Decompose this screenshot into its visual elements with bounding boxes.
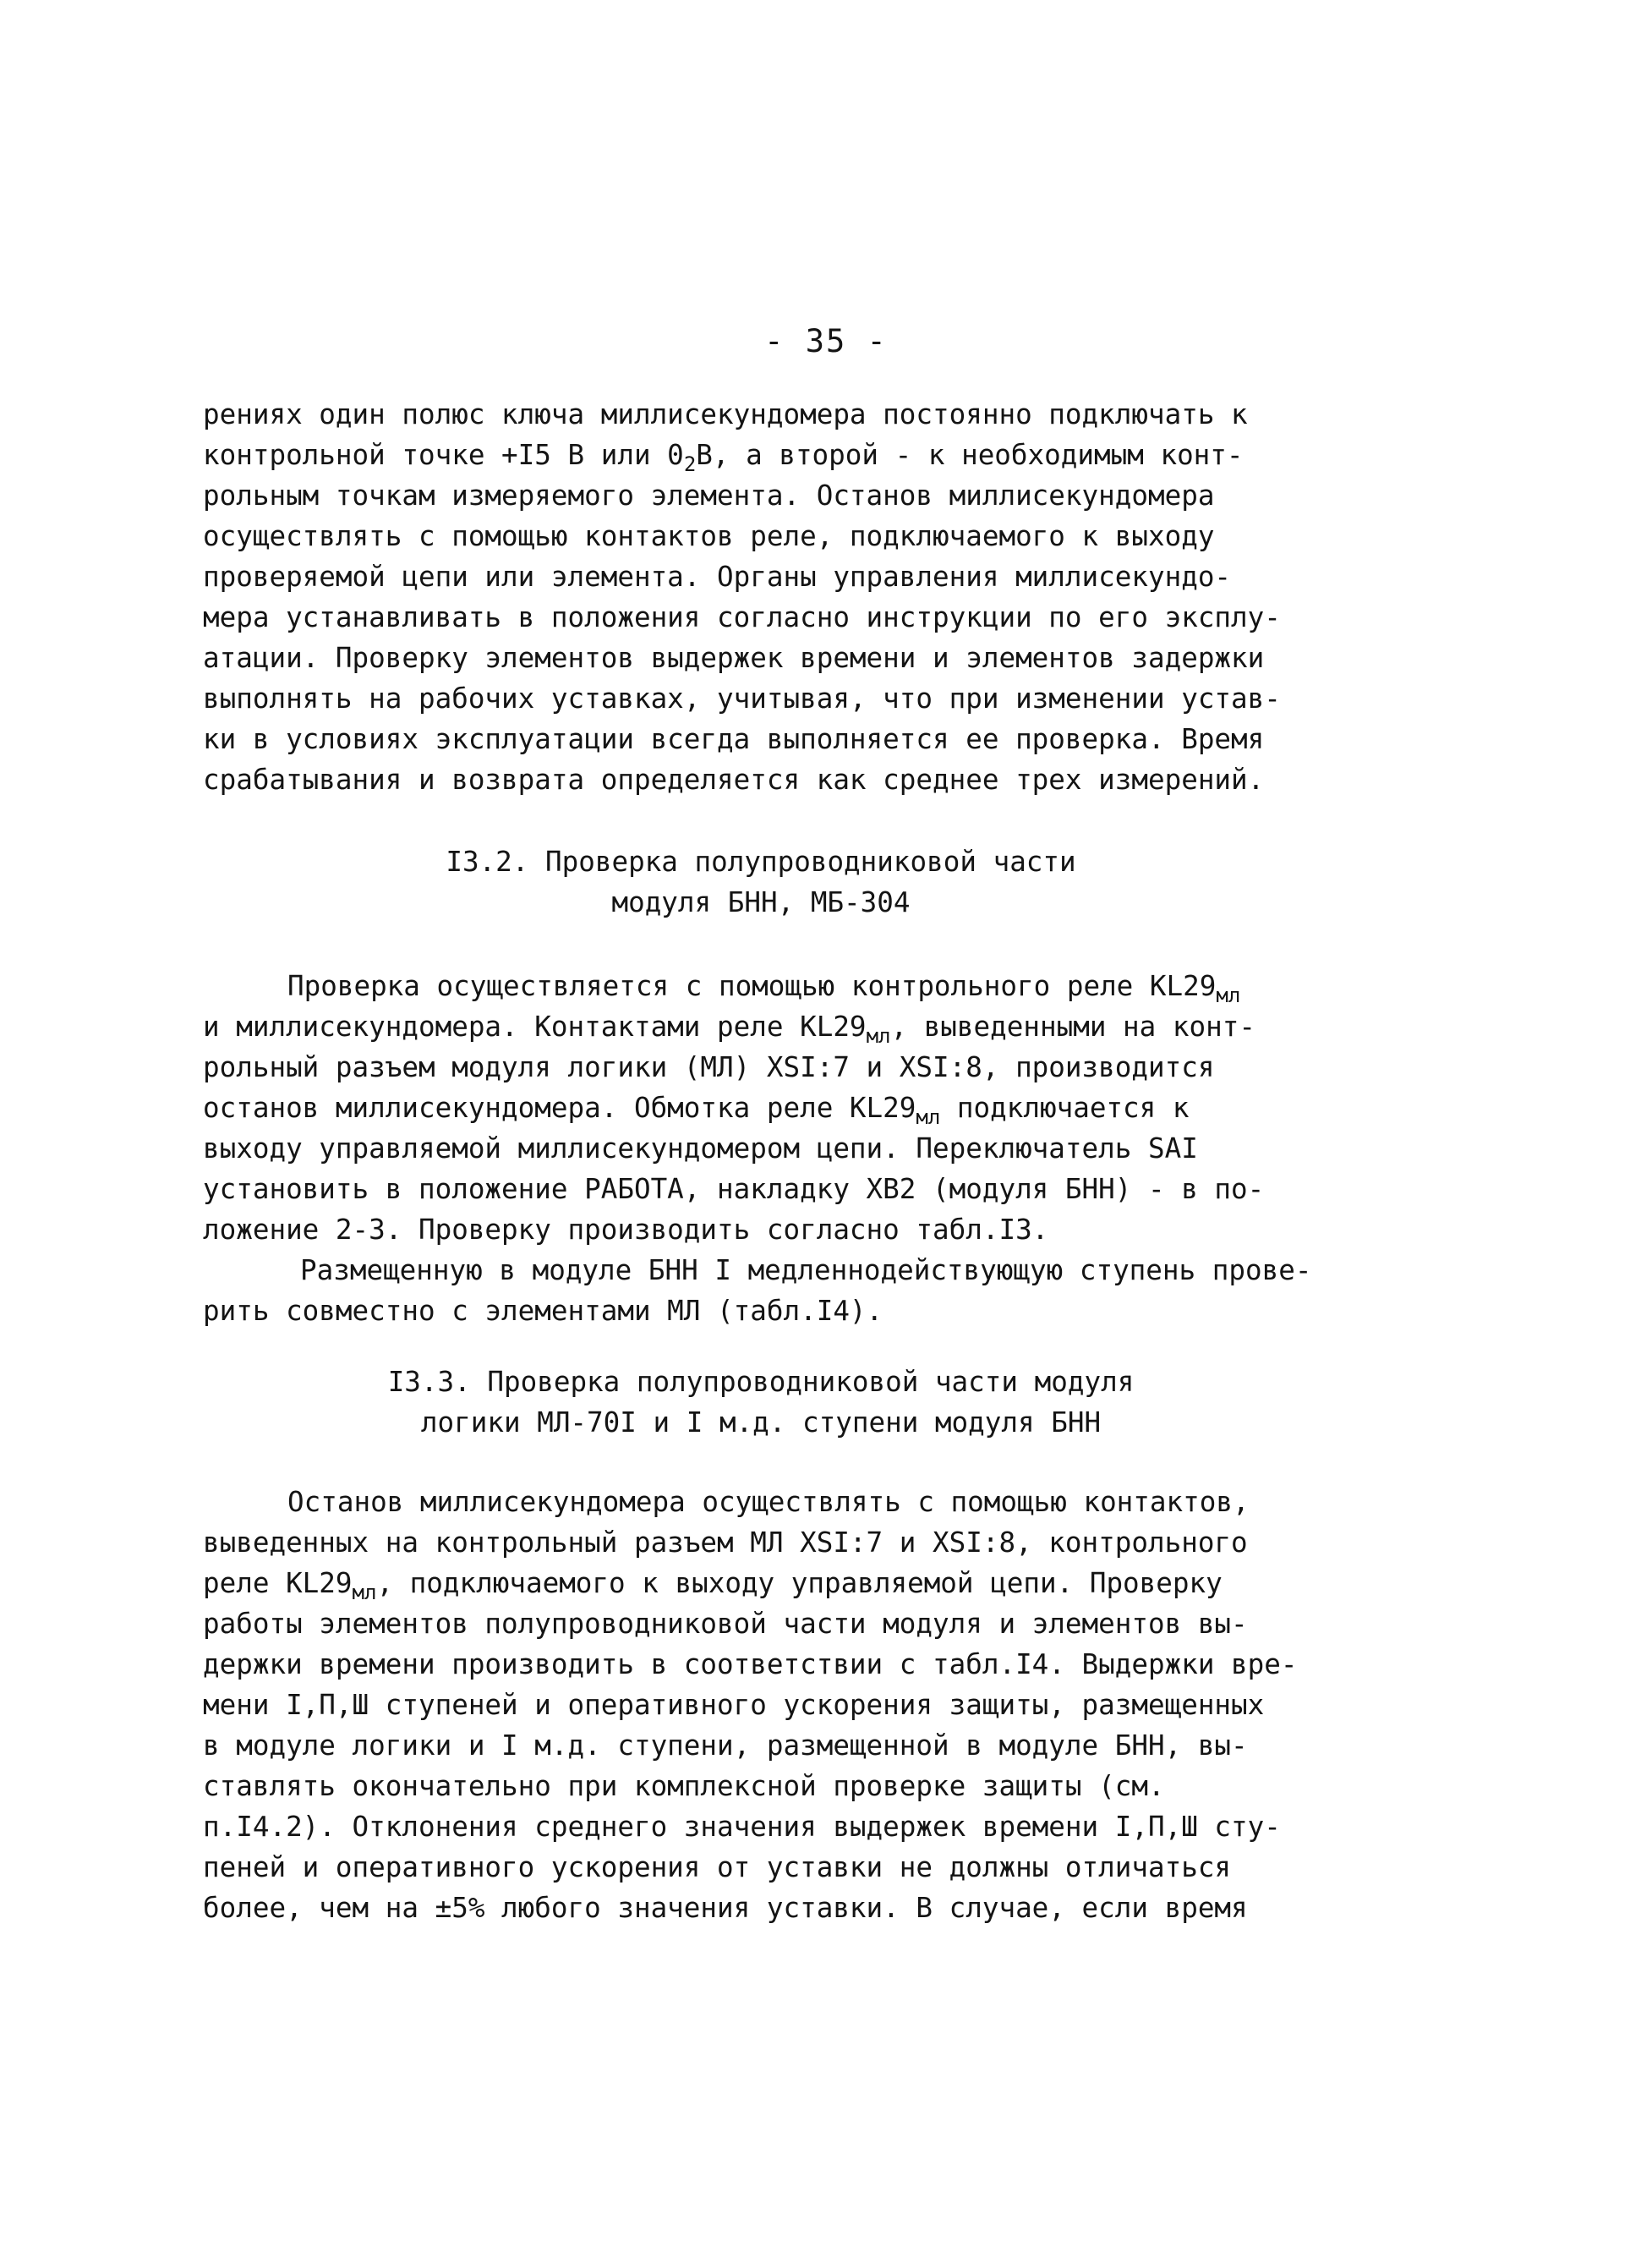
text-line: Останов миллисекундомера осуществлять с помощью контактов, bbox=[287, 1486, 1250, 1518]
paragraph-13-3 bbox=[203, 1482, 1319, 1928]
paragraph-intro bbox=[203, 394, 1319, 800]
text-line: ки в условиях эксплуатации всегда выполняется ее проверка. Время bbox=[203, 723, 1265, 755]
text-line: Размещенную в модуле БНН I медленнодействующую ступень прове- bbox=[300, 1254, 1312, 1286]
text-line: работы элементов полупроводниковой части модуля и элементов вы- bbox=[203, 1608, 1248, 1640]
subscript: мл bbox=[1216, 984, 1241, 1007]
subscript: мл bbox=[352, 1581, 377, 1604]
text-line: держки времени производить в соответствии с табл.I4. Выдержки вре- bbox=[203, 1648, 1298, 1680]
text-line: осуществлять с помощью контактов реле, подключаемого к выходу bbox=[203, 520, 1215, 552]
heading-line: модуля БНН, МБ-304 bbox=[611, 886, 911, 918]
text-line: более, чем на ±5% любого значения уставки. В случае, если время bbox=[203, 1892, 1248, 1924]
subscript: 2 bbox=[683, 452, 697, 476]
text-line: выполнять на рабочих уставках, учитывая, что при изменении устав- bbox=[203, 682, 1281, 715]
text-line: п.I4.2). Отклонения среднего значения выдержек времени I,П,Ш сту- bbox=[203, 1811, 1281, 1843]
text-line: рить совместно с элементами МЛ (табл.I4). bbox=[203, 1295, 883, 1327]
subscript: мл bbox=[916, 1105, 941, 1129]
text-line: атации. Проверку элементов выдержек времени и элементов задержки bbox=[203, 642, 1265, 674]
text-line: мера устанавливать в положения согласно инструкции по его эксплу- bbox=[203, 601, 1281, 633]
text-line: установить в положение РАБОТА, накладку XB2 (модуля БНН) - в по- bbox=[203, 1173, 1265, 1205]
page-number: - 35 - bbox=[764, 323, 888, 359]
text-line: рольным точкам измеряемого элемента. Останов миллисекундомера bbox=[203, 480, 1215, 512]
heading-line: I3.2. Проверка полупроводниковой части bbox=[446, 846, 1076, 878]
text-line: мени I,П,Ш ступеней и оперативного ускорения защиты, размещенных bbox=[203, 1689, 1265, 1721]
text-line: срабатывания и возврата определяется как среднее трех измерений. bbox=[203, 764, 1265, 796]
section-heading-13-3 bbox=[203, 1362, 1319, 1443]
text-line: выходу управляемой миллисекундомером цепи. Переключатель SAI bbox=[203, 1132, 1198, 1165]
heading-line: I3.3. Проверка полупроводниковой части модуля bbox=[387, 1366, 1135, 1398]
text-line: Проверка осуществляется с помощью контрольного реле $KL29_{мл}$ bbox=[287, 970, 1241, 1007]
text-line: контрольной точке +I5 В или $0_2В$, а второй - к необходимым конт- bbox=[203, 439, 1244, 476]
text-line: реле $KL29_{мл}$, подключаемого к выходу управляемой цепи. Проверку bbox=[203, 1567, 1223, 1604]
section-heading-13-2 bbox=[203, 841, 1319, 923]
text-line: рольный разъем модуля логики (МЛ) XSI:7 и XSI:8, производится bbox=[203, 1051, 1215, 1083]
text-line: в модуле логики и I м.д. ступени, размещенной в модуле БНН, вы- bbox=[203, 1729, 1248, 1762]
text-line: пеней и оперативного ускорения от уставки не должны отличаться bbox=[203, 1851, 1232, 1883]
heading-line: логики МЛ-70I и I м.д. ступени модуля БНН bbox=[420, 1406, 1102, 1439]
text-line: останов миллисекундомера. Обмотка реле $KL29_{мл}$ подключается к bbox=[203, 1092, 1190, 1129]
subscript: мл bbox=[866, 1024, 891, 1048]
text-line: ставлять окончательно при комплексной проверке защиты (см. bbox=[203, 1770, 1165, 1802]
text-line: выведенных на контрольный разъем МЛ XSI:7 и XSI:8, контрольного bbox=[203, 1526, 1248, 1559]
paragraph-13-2 bbox=[203, 966, 1319, 1331]
text-line: ложение 2-3. Проверку производить согласно табл.I3. bbox=[203, 1214, 1049, 1246]
text-line: рениях один полюс ключа миллисекундомера постоянно подключать к bbox=[203, 398, 1248, 430]
text-line: и миллисекундомера. Контактами реле $KL29_{мл}$, выведенными на конт- bbox=[203, 1011, 1255, 1048]
text-line: проверяемой цепи или элемента. Органы управления миллисекундо- bbox=[203, 561, 1232, 593]
